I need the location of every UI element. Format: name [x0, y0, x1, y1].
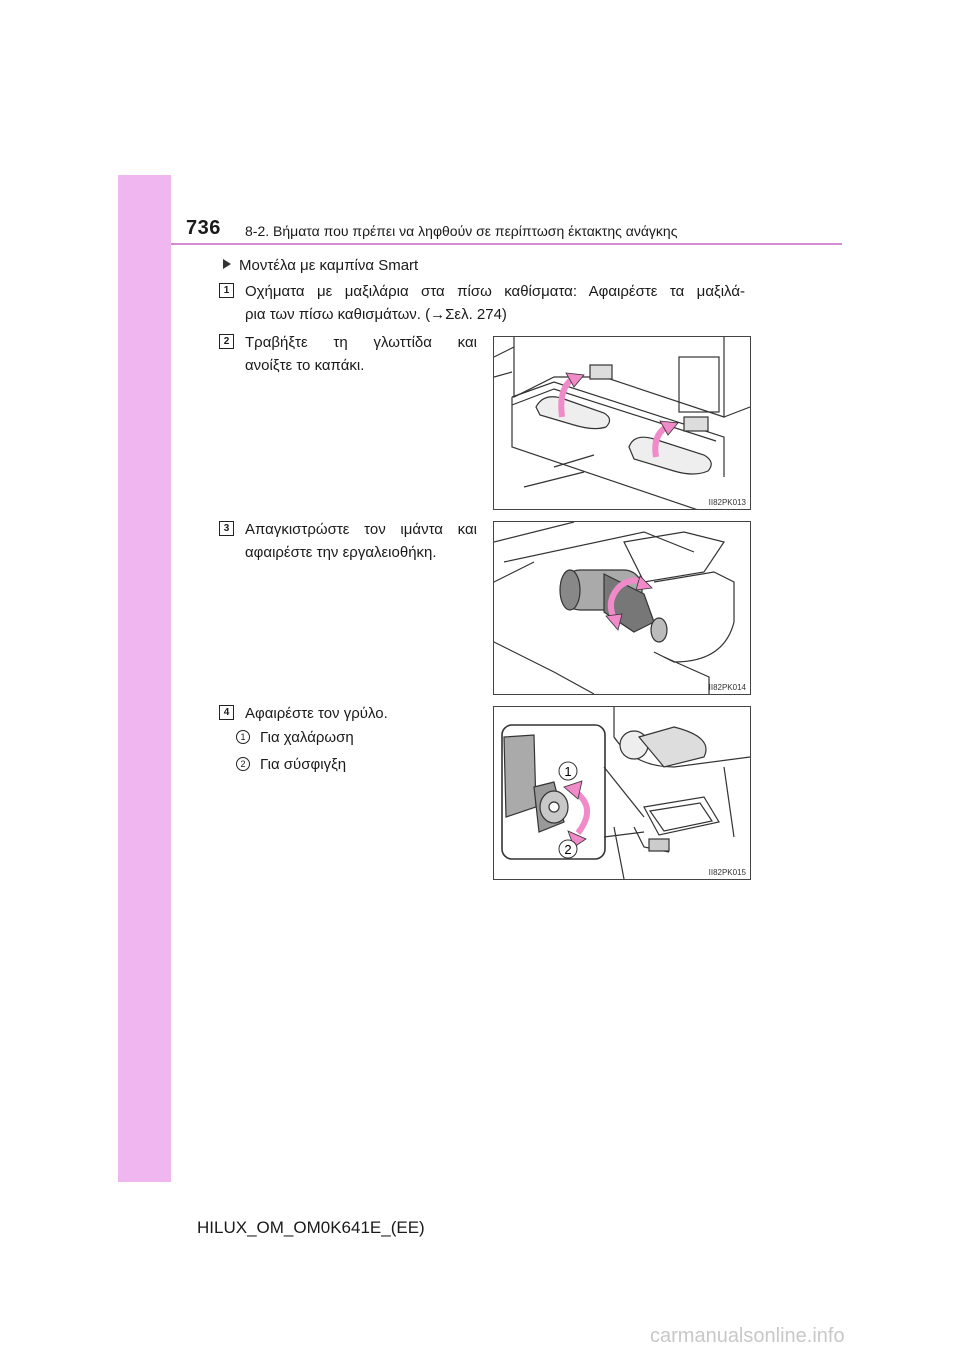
step-3-line-2: αφαιρέστε την εργαλειοθήκη. — [245, 544, 437, 561]
step-1-number: 1 — [219, 283, 234, 298]
triangle-bullet-icon — [223, 259, 231, 269]
step-4-line-1: Αφαιρέστε τον γρύλο. — [245, 705, 388, 722]
step-3-line-1: Απαγκιστρώστε τον ιμάντα και — [245, 521, 477, 538]
subitem-tighten-text: Για σύσφιγξη — [260, 756, 347, 773]
subitem-loosen-text: Για χαλάρωση — [260, 729, 354, 746]
step-2-line-1: Τραβήξτε τη γλωττίδα και — [245, 334, 477, 351]
step-2-line-2: ανοίξτε το καπάκι. — [245, 357, 365, 374]
figure-code: II82PK013 — [708, 498, 746, 507]
watermark: carmanualsonline.info — [650, 1325, 845, 1347]
svg-text:1: 1 — [564, 764, 572, 779]
step-2-number: 2 — [219, 334, 234, 349]
model-line — [223, 257, 418, 274]
figure-remove-toolbox — [493, 521, 751, 695]
step-1-line-2: ρια των πίσω καθισμάτων. (→Σελ. 274) — [245, 306, 507, 323]
step-1-line-1: Οχήματα με μαξιλάρια στα πίσω καθίσματα: Αφαιρέστε τα μαξιλά- — [245, 283, 745, 300]
model-line-text: Μοντέλα με καμπίνα Smart — [239, 257, 419, 274]
chapter-title: 8-2. Βήματα που πρέπει να ληφθούν σε περίπτωση έκτακτης ανάγκης — [245, 223, 678, 239]
side-band — [118, 175, 171, 1182]
header-divider — [171, 243, 842, 245]
step-4-number: 4 — [219, 705, 234, 720]
svg-text:2: 2 — [564, 842, 572, 857]
circled-number-2: 2 — [236, 757, 250, 771]
figure-open-lid — [493, 336, 751, 510]
footer-doc-code: HILUX_OM_OM0K641E_(EE) — [197, 1218, 425, 1237]
figure-remove-jack — [493, 706, 751, 880]
figure-code: II82PK015 — [708, 868, 746, 877]
subitem-tighten — [236, 756, 346, 773]
step-3-number: 3 — [219, 521, 234, 536]
page-number: 736 — [186, 217, 221, 239]
figure-code: II82PK014 — [708, 683, 746, 692]
subitem-loosen — [236, 729, 354, 746]
circled-number-1: 1 — [236, 730, 250, 744]
